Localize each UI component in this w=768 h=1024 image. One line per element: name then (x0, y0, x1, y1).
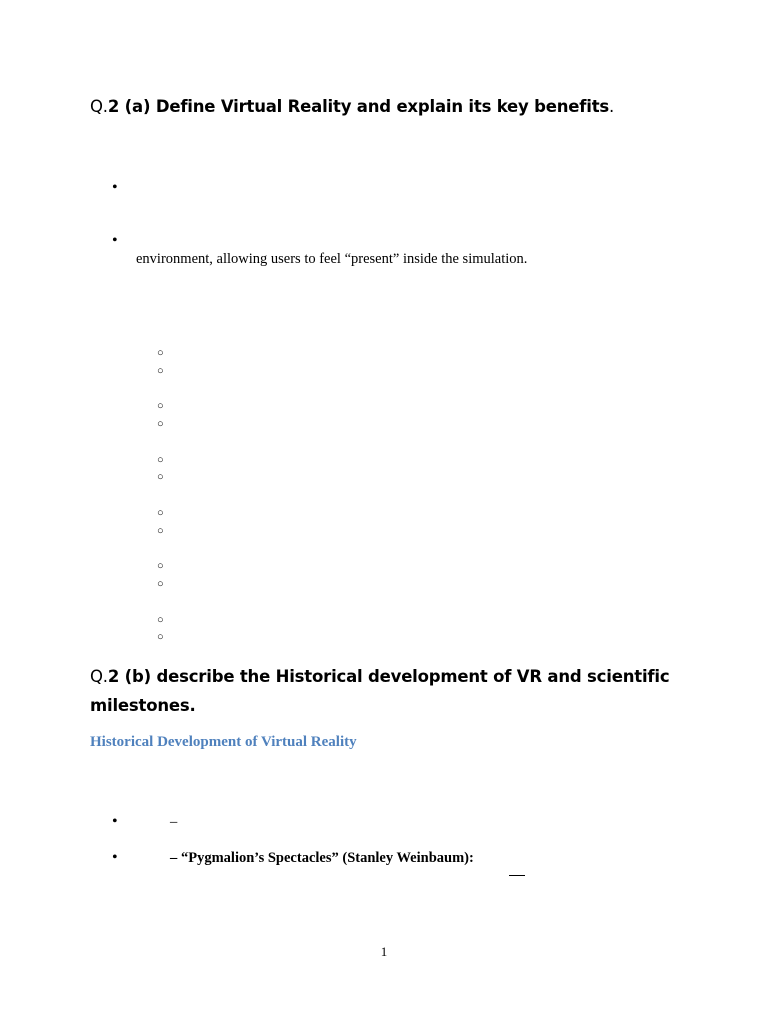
sub-bullet-point: ○ (157, 400, 164, 412)
dash-rule (509, 875, 525, 876)
sub-bullet-point: ○ (157, 507, 164, 519)
bullet-point: • (112, 179, 118, 196)
question-2a-heading (90, 92, 614, 121)
sub-bullet-point: ○ (157, 614, 164, 626)
sub-bullet-point: ○ (157, 631, 164, 643)
sub-bullet-point: ○ (157, 454, 164, 466)
sub-bullet-point: ○ (157, 471, 164, 483)
question-2a-tail: . (609, 97, 615, 116)
bullet-point: • (112, 232, 118, 249)
question-prefix: Q. (90, 97, 108, 116)
sub-bullet-point: ○ (157, 578, 164, 590)
bullet-point: • (112, 813, 118, 830)
question-prefix: Q. (90, 667, 108, 686)
sub-bullet-point: ○ (157, 365, 164, 377)
history-item-dash: – (170, 814, 178, 830)
sub-bullet-point: ○ (157, 418, 164, 430)
sub-bullet-point: ○ (157, 560, 164, 572)
question-2b-title: 2 (b) describe the Historical development of VR and scientific (107, 667, 670, 686)
history-item-dash: – (170, 850, 178, 866)
environment-paragraph: environment, allowing users to feel “present” inside the simulation. (136, 251, 528, 267)
historical-development-heading: Historical Development of Virtual Reality (90, 734, 357, 750)
question-2b-title-continued: milestones. (90, 696, 196, 715)
page-number: 1 (380, 944, 388, 959)
question-2b-heading (90, 662, 669, 720)
sub-bullet-point: ○ (157, 525, 164, 537)
question-2a-title: 2 (a) Define Virtual Reality and explain its key benefits (107, 97, 610, 116)
sub-bullet-point: ○ (157, 347, 164, 359)
pygmalions-spectacles-text: “Pygmalion’s Spectacles” (Stanley Weinbaum): (181, 850, 474, 866)
bullet-point: • (112, 849, 118, 866)
